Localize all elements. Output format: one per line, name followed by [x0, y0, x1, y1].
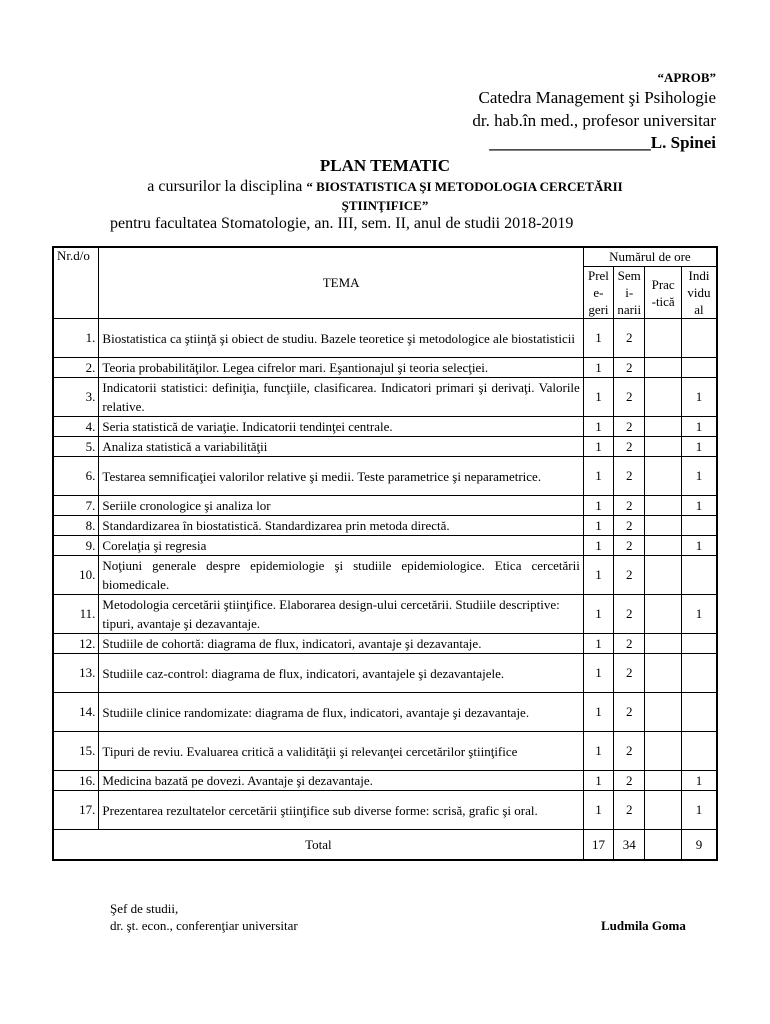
row-individual: 1 — [681, 595, 717, 634]
column-header-nr: Nr.d/o — [53, 247, 99, 319]
column-header-seminarii — [614, 267, 645, 319]
row-topic: Analiza statistică a variabilităţii — [99, 437, 583, 457]
row-topic: Medicina bazată pe dovezi. Avantaje şi dezavantaje. — [99, 771, 583, 791]
total-individual: 9 — [681, 830, 717, 861]
row-topic: Tipuri de reviu. Evaluarea critică a validităţii şi relevanţei cercetărilor ştiinţifice — [99, 732, 583, 771]
approver-signature-line: ___________________L. Spinei — [489, 133, 716, 152]
row-topic: Testarea semnificaţiei valorilor relative şi medii. Teste parametrice şi neparametrice. — [99, 457, 583, 496]
approver-title: dr. hab.în med., profesor universitar — [472, 111, 716, 130]
faculty-line: pentru facultatea Stomatologie, an. III, sem. II, anul de studii 2018-2019 — [110, 215, 574, 232]
row-topic: Studiile clinice randomizate: diagrama de flux, indicatori, avantaje şi dezavantaje. — [99, 693, 583, 732]
header-sem-line2: i- — [625, 285, 634, 300]
footer-signatory-name: Ludmila Goma — [601, 918, 686, 933]
row-practica — [645, 536, 682, 556]
row-prelegeri: 1 — [583, 771, 613, 791]
row-topic: Seria statistică de variaţie. Indicatorii tendinţei centrale. — [99, 417, 583, 437]
row-prelegeri: 1 — [583, 791, 613, 830]
row-number: 12. — [53, 634, 99, 654]
row-practica — [645, 791, 682, 830]
row-seminarii: 2 — [614, 319, 645, 358]
table-row — [53, 378, 717, 417]
row-number: 14. — [53, 693, 99, 732]
row-practica — [645, 556, 682, 595]
header-indi-line2: vidu — [687, 285, 711, 300]
header-indi-line1: Indi — [688, 268, 710, 283]
table-row — [53, 654, 717, 693]
column-header-individual — [681, 267, 717, 319]
table-row — [53, 791, 717, 830]
row-prelegeri: 1 — [583, 378, 613, 417]
row-individual — [681, 634, 717, 654]
row-topic: Prezentarea rezultatelor cercetării ştiinţifice sub diverse forme: scrisă, grafic şi oral. — [99, 791, 583, 830]
row-practica — [645, 378, 682, 417]
row-topic: Studiile caz-control: diagrama de flux, indicatori, avantajele şi dezavantajele. — [99, 654, 583, 693]
discipline-line — [0, 178, 770, 196]
row-practica — [645, 496, 682, 516]
row-prelegeri: 1 — [583, 358, 613, 378]
row-topic: Noţiuni generale despre epidemiologie şi studiile epidemiologice. Etica cercetării biomedicale. — [99, 556, 583, 595]
table-row — [53, 771, 717, 791]
row-practica — [645, 417, 682, 437]
row-practica — [645, 319, 682, 358]
table-row — [53, 634, 717, 654]
header-indi-line3: al — [694, 302, 704, 317]
row-seminarii: 2 — [614, 595, 645, 634]
row-seminarii: 2 — [614, 556, 645, 595]
row-number: 10. — [53, 556, 99, 595]
row-number: 11. — [53, 595, 99, 634]
row-prelegeri: 1 — [583, 417, 613, 437]
header-sem-line3: narii — [617, 302, 642, 317]
row-individual: 1 — [681, 437, 717, 457]
row-number: 7. — [53, 496, 99, 516]
row-individual: 1 — [681, 536, 717, 556]
total-practica — [645, 830, 682, 861]
table-row — [53, 417, 717, 437]
header-sem-line1: Sem — [617, 268, 641, 283]
row-practica — [645, 437, 682, 457]
row-seminarii: 2 — [614, 417, 645, 437]
column-header-tema: TEMA — [99, 247, 583, 319]
row-seminarii: 2 — [614, 457, 645, 496]
total-seminarii: 34 — [614, 830, 645, 861]
row-seminarii: 2 — [614, 516, 645, 536]
header-prel-line1: Prel — [587, 268, 609, 283]
row-number: 1. — [53, 319, 99, 358]
row-seminarii: 2 — [614, 378, 645, 417]
row-number: 9. — [53, 536, 99, 556]
row-number: 15. — [53, 732, 99, 771]
row-practica — [645, 771, 682, 791]
row-number: 16. — [53, 771, 99, 791]
row-individual: 1 — [681, 457, 717, 496]
row-individual — [681, 654, 717, 693]
table-row — [53, 358, 717, 378]
row-seminarii: 2 — [614, 634, 645, 654]
header-prac-line2: -tică — [651, 293, 675, 309]
column-header-prelegeri — [583, 267, 613, 319]
row-practica — [645, 732, 682, 771]
row-seminarii: 2 — [614, 771, 645, 791]
row-individual — [681, 358, 717, 378]
row-number: 3. — [53, 378, 99, 417]
footer-signatory-title: Şef de studii, — [110, 901, 179, 916]
row-practica — [645, 358, 682, 378]
row-individual: 1 — [681, 771, 717, 791]
row-seminarii: 2 — [614, 791, 645, 830]
table-row — [53, 457, 717, 496]
row-prelegeri: 1 — [583, 693, 613, 732]
row-topic: Metodologia cercetării ştiinţifice. Elaborarea design-ului cercetării. Studiile descriptive: tipuri, avantaje şi dezavantaje. — [99, 595, 583, 634]
table-row — [53, 437, 717, 457]
row-prelegeri: 1 — [583, 536, 613, 556]
row-prelegeri: 1 — [583, 732, 613, 771]
table-row — [53, 319, 717, 358]
row-topic: Indicatorii statistici: definiţia, funcţiile, clasificarea. Indicatori primari şi derivaţi. Valorile relative. — [99, 378, 583, 417]
table-row — [53, 693, 717, 732]
header-prel-line2: e- — [593, 285, 604, 300]
row-prelegeri: 1 — [583, 457, 613, 496]
row-practica — [645, 457, 682, 496]
column-header-practica — [645, 267, 682, 319]
row-seminarii: 2 — [614, 693, 645, 732]
row-prelegeri: 1 — [583, 556, 613, 595]
row-practica — [645, 654, 682, 693]
total-row — [53, 830, 717, 861]
row-individual — [681, 693, 717, 732]
row-seminarii: 2 — [614, 732, 645, 771]
total-label: Total — [53, 830, 583, 861]
row-topic: Corelaţia şi regresia — [99, 536, 583, 556]
header-prel-line3: geri — [588, 302, 609, 317]
row-number: 13. — [53, 654, 99, 693]
row-practica — [645, 595, 682, 634]
row-practica — [645, 634, 682, 654]
row-individual: 1 — [681, 417, 717, 437]
header-prac-line1: Prac — [651, 276, 675, 292]
row-seminarii: 2 — [614, 654, 645, 693]
footer-signatory-role: dr. şt. econ., conferenţiar universitar — [110, 918, 298, 933]
row-individual: 1 — [681, 496, 717, 516]
table-row — [53, 556, 717, 595]
row-individual — [681, 556, 717, 595]
table-row — [53, 516, 717, 536]
row-individual — [681, 732, 717, 771]
row-number: 8. — [53, 516, 99, 536]
row-topic: Biostatistica ca ştiinţă şi obiect de studiu. Bazele teoretice şi metodologice ale biostatisticii — [99, 319, 583, 358]
department-name: Catedra Management şi Psihologie — [478, 88, 716, 107]
row-prelegeri: 1 — [583, 595, 613, 634]
row-prelegeri: 1 — [583, 634, 613, 654]
discipline-name-part2: ŞTIINŢIFICE” — [341, 198, 429, 213]
row-prelegeri: 1 — [583, 654, 613, 693]
row-prelegeri: 1 — [583, 319, 613, 358]
row-topic: Teoria probabilităţilor. Legea cifrelor mari. Eşantionajul şi teoria selecţiei. — [99, 358, 583, 378]
row-practica — [645, 516, 682, 536]
total-prelegeri: 17 — [583, 830, 613, 861]
courses-prefix: a cursurilor la disciplina — [147, 178, 303, 195]
row-number: 2. — [53, 358, 99, 378]
document-title: PLAN TEMATIC — [319, 156, 451, 175]
row-seminarii: 2 — [614, 358, 645, 378]
row-number: 17. — [53, 791, 99, 830]
row-number: 6. — [53, 457, 99, 496]
row-individual: 1 — [681, 378, 717, 417]
row-topic: Standardizarea în biostatistică. Standardizarea prin metoda directă. — [99, 516, 583, 536]
table-row — [53, 536, 717, 556]
row-number: 4. — [53, 417, 99, 437]
row-individual — [681, 319, 717, 358]
row-prelegeri: 1 — [583, 516, 613, 536]
discipline-name-part1: “ BIOSTATISTICA ŞI METODOLOGIA CERCETĂRII — [306, 179, 623, 194]
row-prelegeri: 1 — [583, 437, 613, 457]
row-seminarii: 2 — [614, 437, 645, 457]
table-row — [53, 496, 717, 516]
column-header-hours: Numărul de ore — [583, 247, 717, 267]
row-practica — [645, 693, 682, 732]
row-prelegeri: 1 — [583, 496, 613, 516]
approval-label: “APROB” — [657, 70, 716, 85]
row-topic: Seriile cronologice şi analiza lor — [99, 496, 583, 516]
thematic-plan-table — [52, 246, 718, 861]
table-row — [53, 732, 717, 771]
table-row — [53, 595, 717, 634]
row-topic: Studiile de cohortă: diagrama de flux, indicatori, avantaje şi dezavantaje. — [99, 634, 583, 654]
row-individual: 1 — [681, 791, 717, 830]
row-seminarii: 2 — [614, 496, 645, 516]
row-number: 5. — [53, 437, 99, 457]
row-individual — [681, 516, 717, 536]
row-seminarii: 2 — [614, 536, 645, 556]
